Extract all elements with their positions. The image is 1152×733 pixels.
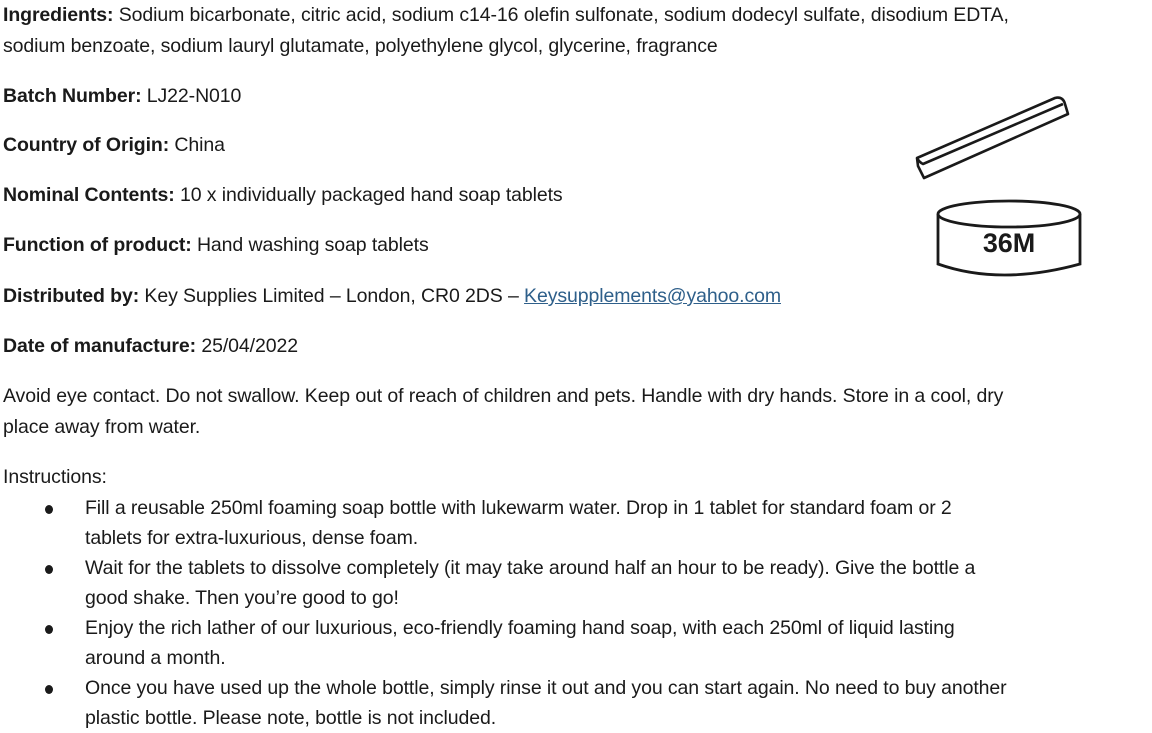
instruction-text-line-1: Wait for the tablets to dissolve completely (it may take around half an hour to be ready). Give the bottle a: [85, 557, 976, 579]
distributed-by-label: Distributed by:: [3, 285, 140, 307]
bullet-icon: [45, 565, 53, 574]
warning-line-1: Avoid eye contact. Do not swallow. Keep out of reach of children and pets. Handle with dry hands. Store in a cool, dry: [3, 385, 1004, 407]
date-of-manufacture-label: Date of manufacture:: [3, 335, 197, 357]
warning-line-2: place away from water.: [3, 416, 201, 438]
nominal-contents-value: 10 x individually packaged hand soap tablets: [174, 184, 563, 206]
bullet-icon: [45, 685, 53, 694]
date-of-manufacture-row: [3, 331, 298, 361]
instruction-text-line-1: Enjoy the rich lather of our luxurious, eco-friendly foaming hand soap, with each 250ml of liquid lasting: [85, 617, 955, 639]
instruction-text-line-2: good shake. Then you’re good to go!: [85, 587, 399, 609]
instructions-heading: Instructions:: [3, 466, 107, 488]
instruction-text-line-1: Once you have used up the whole bottle, simply rinse it out and you can start again. No need to buy another: [85, 677, 1007, 699]
ingredients-value-2: sodium benzoate, sodium lauryl glutamate, polyethylene glycol, glycerine, fragrance: [3, 35, 718, 57]
batch-number-row: [3, 81, 241, 111]
country-of-origin-label: Country of Origin:: [3, 134, 170, 156]
function-of-product-value: Hand washing soap tablets: [191, 234, 429, 256]
function-of-product-row: [3, 230, 429, 260]
distributed-by-row: [3, 281, 781, 311]
batch-number-value: LJ22-N010: [141, 85, 242, 107]
nominal-contents-label: Nominal Contents:: [3, 184, 175, 206]
ingredients-line-2: [3, 31, 718, 61]
country-of-origin-row: [3, 130, 225, 160]
instruction-text-line-2: around a month.: [85, 647, 226, 669]
period-after-opening-symbol: [905, 92, 1095, 282]
distributed-by-value: Key Supplies Limited – London, CR0 2DS –: [139, 285, 525, 307]
function-of-product-label: Function of product:: [3, 234, 192, 256]
pao-label: 36M: [982, 228, 1036, 258]
nominal-contents-row: [3, 180, 563, 210]
country-of-origin-value: China: [169, 134, 225, 156]
batch-number-label: Batch Number:: [3, 85, 142, 107]
bullet-icon: [45, 505, 53, 514]
ingredients-line-1: [3, 0, 1009, 30]
instruction-text-line-1: Fill a reusable 250ml foaming soap bottle with lukewarm water. Drop in 1 tablet for standard foam or 2: [85, 497, 952, 519]
ingredients-label: Ingredients:: [3, 4, 114, 26]
ingredients-value-1: Sodium bicarbonate, citric acid, sodium c14-16 olefin sulfonate, sodium dodecyl sulfate, disodium EDTA,: [113, 4, 1009, 26]
date-of-manufacture-value: 25/04/2022: [196, 335, 298, 357]
distributor-email-link[interactable]: Keysupplements@yahoo.com: [524, 285, 781, 307]
bullet-icon: [45, 625, 53, 634]
instruction-text-line-2: tablets for extra-luxurious, dense foam.: [85, 527, 419, 549]
instruction-text-line-2: plastic bottle. Please note, bottle is not included.: [85, 707, 497, 729]
open-jar-icon: [905, 92, 1095, 282]
